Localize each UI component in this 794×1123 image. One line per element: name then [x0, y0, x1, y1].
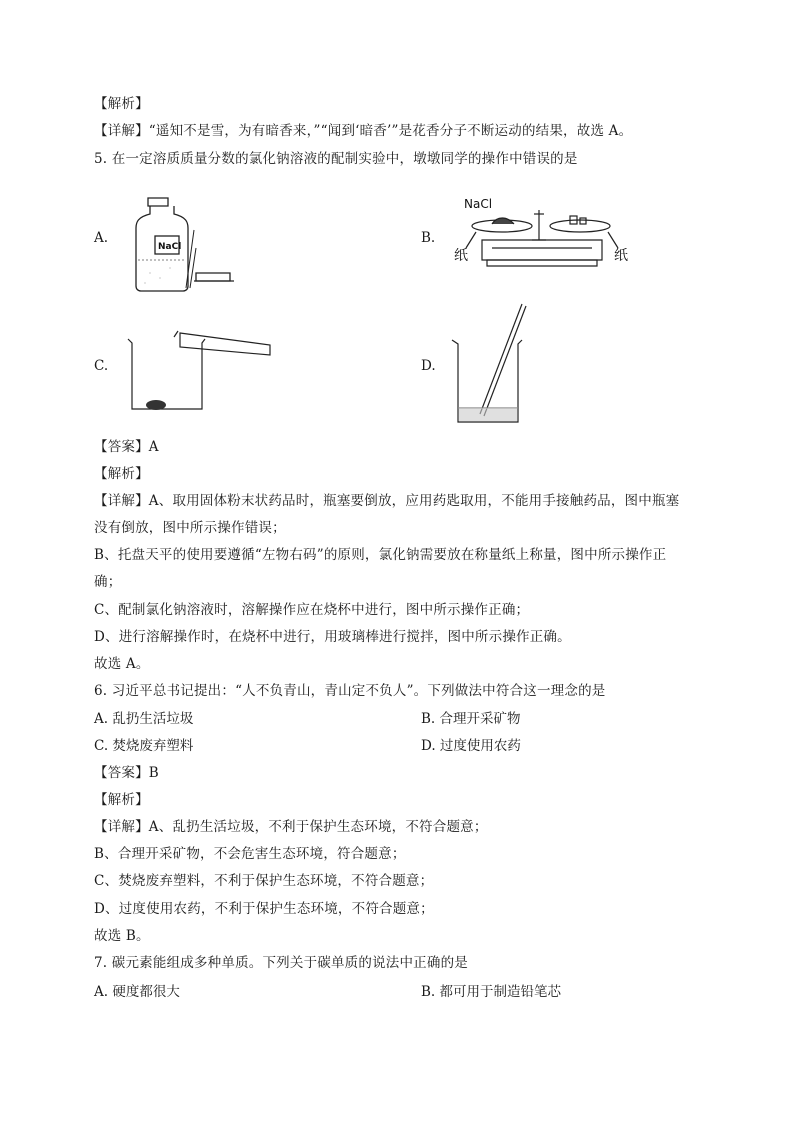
q5-option-c-label: C. — [94, 358, 109, 374]
q5-answer: 【答案】A — [94, 439, 159, 455]
q6-option-b: B. 合理开采矿物 — [421, 711, 521, 727]
q7-option-a: A. 硬度都很大 — [94, 984, 180, 1000]
q5-analysis-header: 【解析】 — [94, 466, 149, 482]
paper-right-text: 纸 — [614, 248, 628, 264]
q5-detail-line: 故选 A。 — [94, 656, 150, 672]
q5-option-a-label: A. — [94, 230, 109, 246]
q5-detail-line: 确； — [94, 574, 122, 590]
q5-detail-line: C、配制氯化钠溶液时，溶解操作应在烧杯中进行，图中所示操作正确； — [94, 602, 530, 618]
q5-detail-line: D、进行溶解操作时，在烧杯中进行，用玻璃棒进行搅拌，图中所示操作正确。 — [94, 629, 571, 645]
bottle-label-text: NaCl — [158, 242, 182, 252]
paper-left-text: 纸 — [454, 248, 468, 264]
q5-stem: 5. 在一定溶质质量分数的氯化钠溶液的配制实验中，墩墩同学的操作中错误的是 — [94, 151, 578, 167]
q6-analysis-header: 【解析】 — [94, 792, 149, 808]
figure-a-reagent-bottle — [130, 188, 240, 298]
q7-stem: 7. 碳元素能组成多种单质。下列关于碳单质的说法中正确的是 — [94, 955, 468, 971]
q6-option-a: A. 乱扔生活垃圾 — [94, 711, 194, 727]
q6-option-c: C. 焚烧废弃塑料 — [94, 738, 194, 754]
q5-detail-line: B、托盘天平的使用要遵循“左物右码”的原则，氯化钠需要放在称量纸上称量，图中所示操作正 — [94, 547, 667, 563]
q6-detail-line: C、焚烧废弃塑料，不利于保护生态环境，不符合题意； — [94, 873, 434, 889]
q5-option-d-label: D. — [421, 358, 436, 374]
q5-detail-line: 【详解】A、取用固体粉末状药品时，瓶塞要倒放，应用药匙取用，不能用手接触药品，图中瓶塞 — [94, 493, 680, 509]
q6-detail-line: 【详解】A、乱扔生活垃圾，不利于保护生态环境，不符合题意； — [94, 819, 488, 835]
q6-answer: 【答案】B — [94, 765, 159, 781]
q5-detail-line: 没有倒放，图中所示操作错误； — [94, 520, 286, 536]
balance-label-text: NaCl — [464, 197, 493, 211]
figure-c-beaker-pouring — [120, 315, 280, 415]
q6-detail-line: 故选 B。 — [94, 928, 150, 944]
figure-d-beaker-stirring — [446, 298, 546, 428]
q6-option-d: D. 过度使用农药 — [421, 738, 521, 754]
q4-analysis-header: 【解析】 — [94, 96, 149, 112]
q6-detail-line: D、过度使用农药，不利于保护生态环境，不符合题意； — [94, 901, 434, 917]
q4-detail: 【详解】“遥知不是雪，为有暗香来，”“闻到‘暗香’”是花香分子不断运动的结果，故选 A。 — [94, 123, 633, 139]
q6-stem: 6. 习近平总书记提出：“人不负青山，青山定不负人”。下列做法中符合这一理念的是 — [94, 683, 606, 699]
q6-detail-line: B、合理开采矿物，不会危害生态环境，符合题意； — [94, 846, 406, 862]
q7-option-b: B. 都可用于制造铅笔芯 — [421, 984, 562, 1000]
q5-option-b-label: B. — [421, 230, 436, 246]
figure-b-balance — [452, 188, 632, 278]
